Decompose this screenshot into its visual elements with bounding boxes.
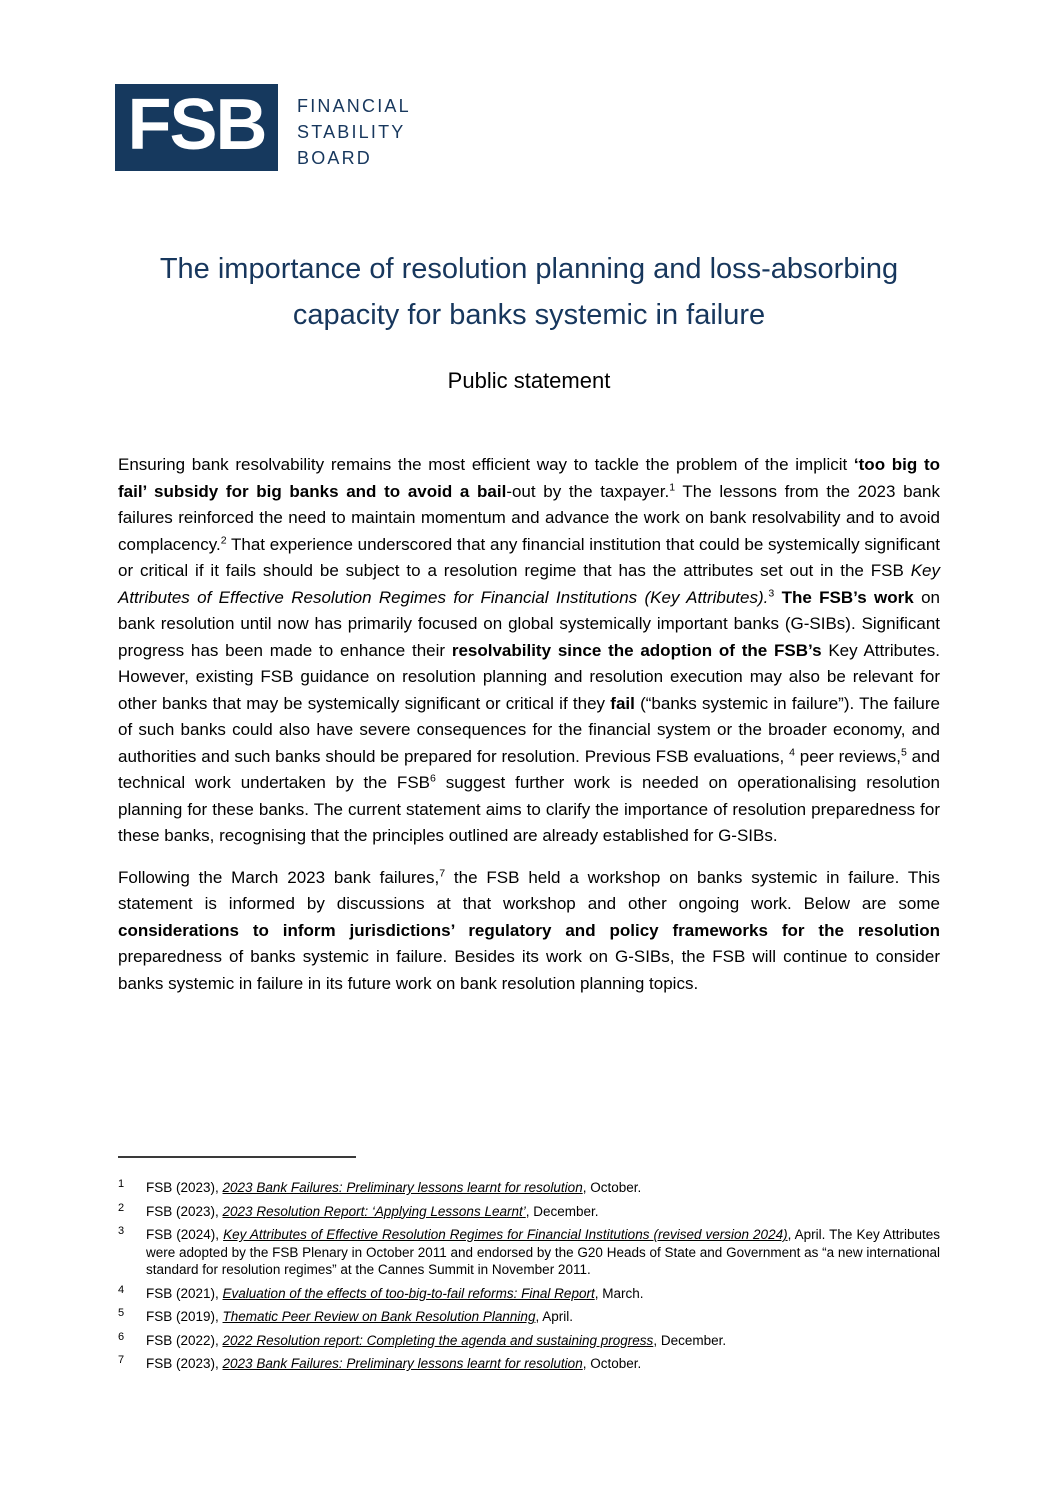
footnote-item — [118, 1179, 940, 1197]
text-run: peer reviews, — [794, 746, 901, 766]
text-run: considerations to inform jurisdictions’ regulatory and policy frameworks for the resolution — [118, 920, 940, 940]
fsb-logo — [115, 84, 278, 171]
text-run: preparedness of banks systemic in failure. Besides its work on G-SIBs, the FSB will continue to consider banks systemic in failure in its future work on bank resolution planning topics. — [118, 947, 940, 993]
footnote-number: 4 — [118, 1283, 125, 1296]
text-run: , October. — [582, 1356, 642, 1371]
footnote-item — [118, 1308, 940, 1326]
page-title-line2: capacity for banks systemic in failure — [292, 299, 766, 331]
footnote-reference-marker: 7 — [439, 866, 446, 879]
footnote-text — [146, 1179, 940, 1197]
footnote-text — [146, 1226, 940, 1279]
footnote-number: 6 — [118, 1330, 125, 1343]
page-subtitle: Public statement — [447, 368, 611, 393]
footnote-item — [118, 1355, 940, 1373]
text-run: FSB (2022), — [146, 1332, 223, 1348]
text-run: -out by the taxpayer. — [506, 481, 670, 501]
wordmark-line: BOARD — [297, 148, 373, 168]
page-title — [118, 246, 940, 338]
footnote-text — [146, 1355, 940, 1373]
footnote-number: 5 — [118, 1307, 125, 1319]
footnote-reference-marker: 4 — [789, 745, 795, 758]
text-run: The FSB’s work — [781, 587, 914, 607]
text-run: suggest further work is needed on operationalising resolution planning for these banks. The current statement aims to clarify the importance of resolution preparedness for these banks, recognising that the principles outlined are already established for G-SIBs. — [118, 773, 940, 845]
footnote-number: 1 — [118, 1178, 125, 1190]
text-run: , December. — [653, 1332, 727, 1348]
text-run: Key Attributes. However, existing FSB guidance on resolution planning and resolution execution may also be relevant for other banks that may be systemically significant or critical if they — [118, 640, 940, 713]
text-run: the FSB held a workshop on banks systemic in failure. This statement is informed by discussions at that workshop and other ongoing work. Below are some — [118, 867, 940, 913]
footnote-item — [118, 1226, 940, 1279]
footnote-text — [146, 1308, 940, 1326]
footnote-item — [118, 1285, 940, 1303]
text-run: FSB (2021), — [146, 1285, 223, 1301]
text-run: Key Attributes of Effective Resolution Regimes for Financial Institutions (Key Attributes). — [118, 561, 940, 607]
footnote-link[interactable]: Thematic Peer Review on Bank Resolution Planning — [222, 1309, 536, 1324]
footnote-reference-marker: 5 — [900, 745, 907, 758]
text-run — [774, 588, 781, 607]
footnote-number: 7 — [118, 1354, 125, 1366]
fsb-logo-monogram: FSB — [127, 84, 266, 165]
text-run: , April. The Key Attributes were adopted by the FSB Plenary in October 2011 and endorsed by the G20 Heads of State and Government as “a new international standard for resolution regimes” at the Cannes Summit in November 2011. — [146, 1227, 941, 1277]
footnote-link[interactable]: Key Attributes of Effective Resolution Regimes for Financial Institutions (revised version 2024) — [223, 1227, 788, 1242]
document-body — [118, 452, 940, 997]
footnote-number: 2 — [118, 1201, 125, 1214]
text-run: Following the March 2023 bank failures, — [118, 867, 440, 887]
footnote-text — [146, 1332, 940, 1350]
text-run: resolvability since the adoption of the FSB’s — [451, 640, 822, 660]
footnote-reference-marker: 1 — [669, 480, 676, 493]
text-run: FSB (2024), — [146, 1227, 224, 1242]
fsb-logo-wordmark — [297, 93, 411, 171]
footnote-separator — [118, 1156, 356, 1158]
footnote-reference-marker: 3 — [768, 586, 775, 599]
footnote-link[interactable]: 2023 Bank Failures: Preliminary lessons learnt for resolution — [222, 1356, 583, 1371]
text-run: The lessons from the 2023 bank failures reinforced the need to maintain momentum and advance the work on bank resolvability and to avoid complacency. — [118, 481, 940, 554]
text-run: fail — [610, 693, 635, 713]
text-run: That experience underscored that any financial institution that could be systemically significant or critical if it fails should be subject to a resolution regime that has the attributes set out in the FSB — [118, 534, 940, 580]
text-run: Ensuring bank resolvability remains the most efficient way to tackle the problem of the implicit — [118, 455, 854, 474]
text-run: ‘too big to fail’ subsidy for big banks and to avoid a bail — [118, 455, 940, 501]
footnote-list — [118, 1179, 940, 1373]
footnote-link[interactable]: 2023 Resolution Report: ‘Applying Lessons Learnt’ — [222, 1203, 526, 1219]
footnote-number: 3 — [118, 1225, 125, 1237]
wordmark-line: STABILITY — [297, 122, 406, 142]
text-run: , April. — [535, 1309, 573, 1324]
text-run: FSB (2019), — [146, 1309, 223, 1324]
footnote-reference-marker: 6 — [430, 772, 436, 785]
wordmark-line: FINANCIAL — [297, 96, 411, 116]
footnote-link[interactable]: 2022 Resolution report: Completing the agenda and sustaining progress — [222, 1332, 654, 1348]
text-run: on bank resolution until now has primarily focused on global systemically important banks (G-SIBs). Significant progress has been made to enhance their — [118, 587, 940, 660]
text-run: , December. — [525, 1203, 599, 1219]
body-paragraph — [118, 452, 940, 850]
text-run: FSB (2023), — [146, 1180, 223, 1195]
footnote-link[interactable]: 2023 Bank Failures: Preliminary lessons learnt for resolution — [222, 1180, 583, 1195]
footnote-item — [118, 1332, 940, 1350]
text-run: , October. — [582, 1180, 642, 1195]
footnotes-section — [118, 1156, 940, 1379]
footnote-item — [118, 1203, 940, 1221]
footnote-link[interactable]: Evaluation of the effects of too-big-to-fail reforms: Final Report — [222, 1285, 595, 1301]
text-run: FSB (2023), — [146, 1203, 223, 1219]
page-title-line1: The importance of resolution planning and loss-absorbing — [159, 253, 899, 285]
body-paragraph — [118, 865, 940, 998]
text-run: (“banks systemic in failure”). The failure of such banks could also have severe consequences for the financial system or the broader economy, and authorities and such banks should be prepared for resolution. Previous FSB evaluations, — [118, 693, 940, 766]
text-run: , March. — [594, 1285, 644, 1301]
text-run: and technical work undertaken by the FSB — [118, 746, 940, 792]
footnote-text — [146, 1285, 940, 1303]
footnote-reference-marker: 2 — [220, 533, 227, 546]
footnote-text — [146, 1203, 940, 1221]
text-run: FSB (2023), — [146, 1356, 223, 1371]
